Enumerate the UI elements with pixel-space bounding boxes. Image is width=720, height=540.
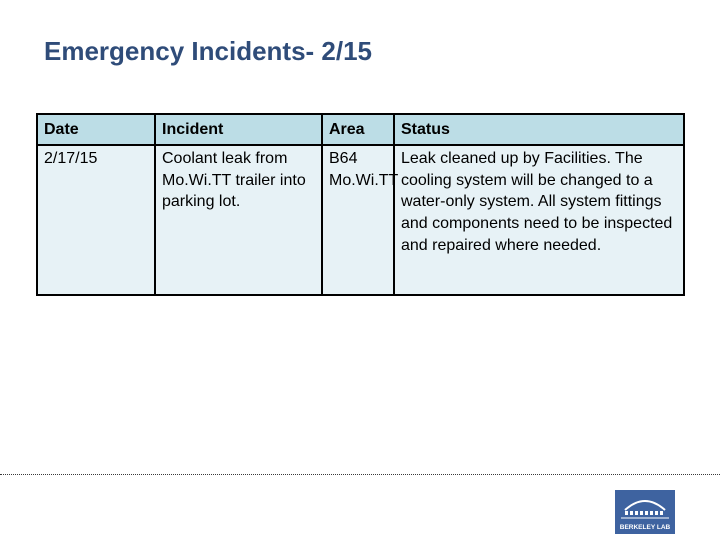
cell-incident: Coolant leak from Mo.Wi.TT trailer into parking lot. (155, 145, 322, 295)
berkeley-lab-logo (615, 490, 675, 534)
header-area: Area (322, 114, 394, 145)
cell-date: 2/17/15 (37, 145, 155, 295)
footer-divider (0, 474, 720, 475)
table-header-row (37, 114, 684, 145)
cell-status: Leak cleaned up by Facilities. The cooling system will be changed to a water-only system. All system fittings and components need to be inspected and repaired where needed. (394, 145, 684, 295)
cell-area: B64 Mo.Wi.TT (322, 145, 394, 295)
slide-title: Emergency Incidents- 2/15 (44, 36, 373, 66)
header-incident: Incident (155, 114, 322, 145)
logo-text: BERKELEY LAB (619, 524, 671, 531)
header-date: Date (37, 114, 155, 145)
table-row (37, 145, 684, 295)
berkeley-lab-logo-icon (615, 490, 675, 534)
header-status: Status (394, 114, 684, 145)
incidents-table (36, 113, 685, 296)
